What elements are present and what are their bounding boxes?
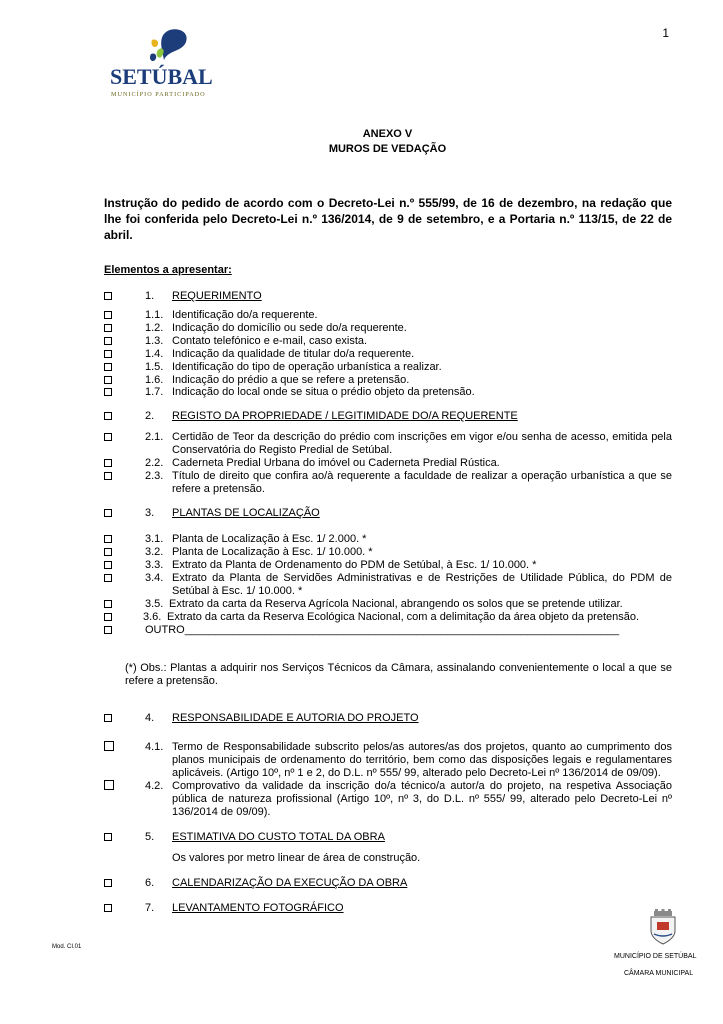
item-text: Identificação do/a requerente. <box>172 309 318 321</box>
checkbox[interactable] <box>104 561 112 569</box>
item-number: 1.7. <box>145 386 164 398</box>
item-text: Indicação do domicílio ou sede do/a requerente. <box>172 322 407 334</box>
item-number: 2.1. <box>145 431 164 443</box>
council-name: CÂMARA MUNICIPAL <box>624 970 694 977</box>
item-text: Termo de Responsabilidade subscrito pelos/as autores/as dos projetos, quanto ao cumprimento dos planos municipais de ordenamento do território, bem como das disposições legais e regulamentares aplicáveis. (Artigo 10º, nº 1 e 2, do D.L. nº 555/ 99, alterado pelo Decreto-Lei nº 136/2014 de 09/09). <box>172 741 672 779</box>
item-number: 3.2. <box>145 546 164 558</box>
checkbox[interactable] <box>104 292 112 300</box>
item-number: 1.4. <box>145 348 164 360</box>
section-title: LEVANTAMENTO FOTOGRÁFICO <box>172 902 344 914</box>
logo-subtitle: MUNICÍPIO PARTICIPADO <box>111 91 206 98</box>
section-title: CALENDARIZAÇÃO DA EXECUÇÃO DA OBRA <box>172 877 408 889</box>
section-title: REQUERIMENTO <box>172 290 262 302</box>
checkbox[interactable] <box>104 574 112 582</box>
checkbox[interactable] <box>104 459 112 467</box>
checkbox[interactable] <box>104 904 112 912</box>
checkbox[interactable] <box>104 833 112 841</box>
item-text: Título de direito que confira ao/à requerente a faculdade de realizar a operação urbanística a que se refere a pretensão. <box>172 470 672 495</box>
checkbox[interactable] <box>104 324 112 332</box>
item-number: 3.3. <box>145 559 164 571</box>
section-title: REGISTO DA PROPRIEDADE / LEGITIMIDADE DO/A REQUERENTE <box>172 410 518 422</box>
item-text: Indicação do prédio a que se refere a pretensão. <box>172 374 410 386</box>
checkbox[interactable] <box>104 714 112 722</box>
other-field[interactable]: OUTRO_______________________________________________________________________ <box>145 624 620 636</box>
section-number: 2. <box>145 410 155 422</box>
section-number: 3. <box>145 507 155 519</box>
item-number: 1.1. <box>145 309 164 321</box>
item-number: 1.6. <box>145 374 164 386</box>
section-number: 7. <box>145 902 155 914</box>
checkbox[interactable] <box>104 388 112 396</box>
checkbox[interactable] <box>104 879 112 887</box>
checkbox[interactable] <box>104 613 112 621</box>
section-title: PLANTAS DE LOCALIZAÇÃO <box>172 507 320 519</box>
section-title: ESTIMATIVA DO CUSTO TOTAL DA OBRA <box>172 831 385 843</box>
item-text: Contato telefónico e e-mail, caso exista. <box>172 335 368 347</box>
checkbox[interactable] <box>104 472 112 480</box>
item-number: 1.2. <box>145 322 164 334</box>
checkbox[interactable] <box>104 535 112 543</box>
setubal-logo <box>104 26 219 102</box>
annex-title: ANEXO V <box>362 128 413 140</box>
model-code: Mod. CI.01 <box>52 944 82 950</box>
item-text: Os valores por metro linear de área de construção. <box>172 852 421 864</box>
checkbox[interactable] <box>104 548 112 556</box>
item-number: 3.6. <box>143 611 162 623</box>
item-number: 1.3. <box>145 335 164 347</box>
item-number: 2.3. <box>145 470 164 482</box>
elements-label: Elementos a apresentar: <box>104 264 232 276</box>
item-text: Indicação do local onde se situa o prédio objeto da pretensão. <box>172 386 475 398</box>
item-text: Comprovativo da validade da inscrição do/a técnico/a autor/a do projeto, na respetiva Associação pública de natureza profissional (Artigo 10º, nº 3, do D.L. nº 555/ 99, alterado pelo Decreto-Lei nº 136/2014 de 09/09). <box>172 780 672 818</box>
municipal-crest-icon <box>648 909 678 945</box>
section-number: 1. <box>145 290 155 302</box>
item-text: Indicação da qualidade de titular do/a requerente. <box>172 348 415 360</box>
item-number: 2.2. <box>145 457 164 469</box>
checkbox[interactable] <box>104 741 114 751</box>
checkbox[interactable] <box>104 350 112 358</box>
item-number: 3.1. <box>145 533 164 545</box>
checkbox[interactable] <box>104 433 112 441</box>
annex-subtitle: MUROS DE VEDAÇÃO <box>328 143 447 155</box>
item-number: 3.4. <box>145 572 164 584</box>
logo-dark-drop <box>150 53 156 61</box>
item-text: Extrato da carta da Reserva Agrícola Nacional, abrangendo os solos que se pretende utilizar. <box>169 598 623 610</box>
checkbox[interactable] <box>104 311 112 319</box>
checkbox[interactable] <box>104 600 112 608</box>
item-text: Extrato da Planta de Ordenamento do PDM de Setúbal, à Esc. 1/ 10.000. * <box>172 559 537 571</box>
logo-blue-swoosh <box>161 29 186 60</box>
logo-wordmark: SETÚBAL <box>110 64 213 89</box>
intro-paragraph: Instrução do pedido de acordo com o Decreto-Lei n.º 555/99, de 16 de dezembro, na redação que lhe foi conferida pelo Decreto-Lei n.º 136/2014, de 9 de setembro, e a Portaria n.º 113/15, de 22 de abril. <box>104 196 672 242</box>
item-text: Planta de Localização à Esc. 1/ 2.000. * <box>172 533 367 545</box>
checkbox[interactable] <box>104 337 112 345</box>
checkbox[interactable] <box>104 626 112 634</box>
municipality-name: MUNICÍPIO DE SETÚBAL <box>614 953 697 960</box>
item-text: Extrato da carta da Reserva Ecológica Nacional, com a delimitação da área objeto da pretensão. <box>167 611 640 623</box>
section-number: 5. <box>145 831 155 843</box>
item-text: Planta de Localização à Esc. 1/ 10.000. * <box>172 546 373 558</box>
section-title: RESPONSABILIDADE E AUTORIA DO PROJETO <box>172 712 419 724</box>
section-number: 6. <box>145 877 155 889</box>
item-number: 1.5. <box>145 361 164 373</box>
item-number: 4.1. <box>145 741 164 753</box>
checkbox[interactable] <box>104 363 112 371</box>
observation-note: (*) Obs.: Plantas a adquirir nos Serviços Técnicos da Câmara, assinalando convenientemente o local a que se refere a pretensão. <box>125 662 672 687</box>
section-number: 4. <box>145 712 155 724</box>
item-text: Caderneta Predial Urbana do imóvel ou Caderneta Predial Rústica. <box>172 457 500 469</box>
page-number: 1 <box>662 26 669 40</box>
checkbox[interactable] <box>104 412 112 420</box>
item-number: 3.5. <box>145 598 164 610</box>
logo-yellow-drop <box>151 39 158 47</box>
checkbox[interactable] <box>104 376 112 384</box>
item-number: 4.2. <box>145 780 164 792</box>
checkbox[interactable] <box>104 509 112 517</box>
logo-green-drop <box>157 48 164 57</box>
item-text: Identificação do tipo de operação urbanística a realizar. <box>172 361 442 373</box>
item-text: Extrato da Planta de Servidões Administrativas e de Restrições de Utilidade Pública, do PDM de Setúbal à Esc. 1/ 10.000. * <box>172 572 672 597</box>
item-text: Certidão de Teor da descrição do prédio com inscrições em vigor e/ou senha de acesso, emitida pela Conservatória do Registo Predial de Setúbal. <box>172 431 672 456</box>
checkbox[interactable] <box>104 780 114 790</box>
